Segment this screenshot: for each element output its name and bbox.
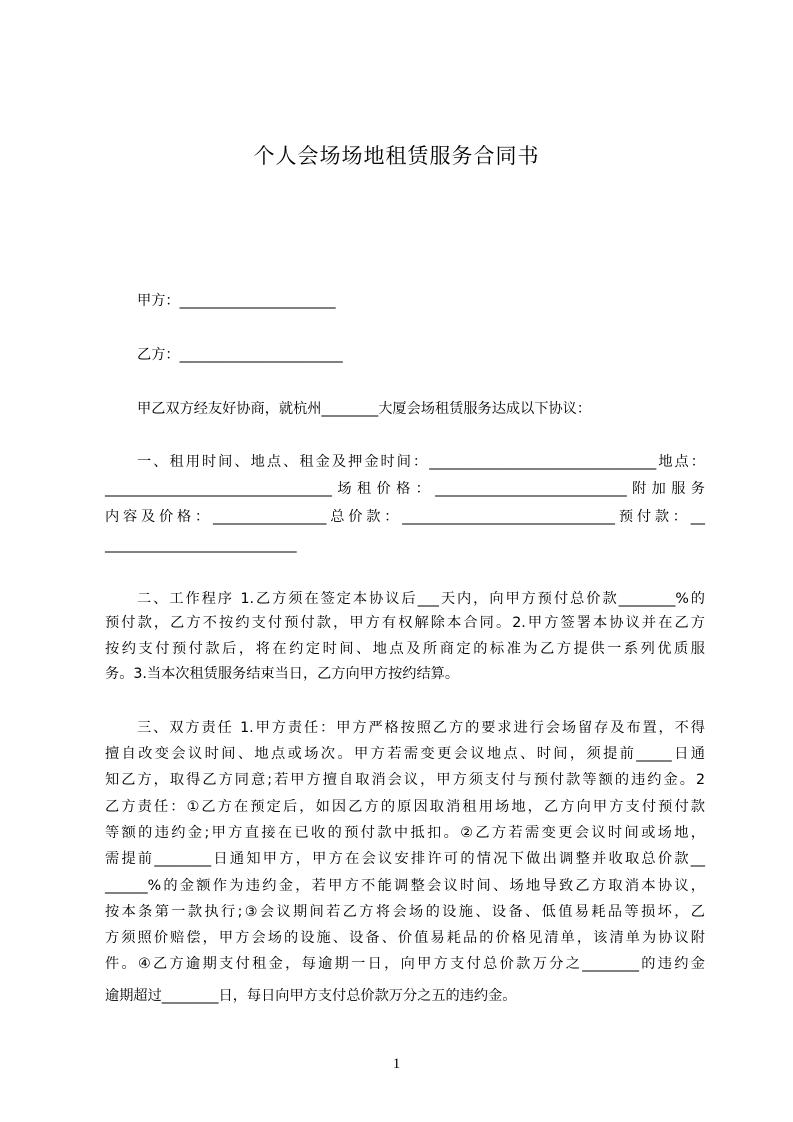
section-1-line: ___________________________ xyxy=(105,537,297,553)
section-3-line: 知乙方，取得乙方同意;若甲方擅自取消会议，甲方须支付与预付款等额的违约金。2 xyxy=(105,772,705,788)
section-3-line: 三、双方责任 1.甲方责任：甲方严格按照乙方的要求进行会场留存及布置，不得 xyxy=(137,720,705,736)
section-1-line: 一、租用时间、地点、租金及押金时间：________________________________地点： xyxy=(137,454,705,470)
party-a-line: 甲方：______________________ xyxy=(137,293,336,309)
section-3-line: ______%的金额作为违约金，若甲方不能调整会议时间、场地导致乙方取消本协议， xyxy=(105,878,705,894)
section-2-line: 二、工作程序 1.乙方须在签定本协议后___天内，向甲方预付总价款________%的 xyxy=(137,591,705,607)
section-1-line: 内容及价格：________________总价款：______________________________预付款：__ xyxy=(105,509,705,525)
section-3-line: 等额的违约金;甲方直接在已收的预付款中抵扣。②乙方若需变更会议时间或场地， xyxy=(105,825,705,841)
section-3-line: 逾期超过________日，每日向甲方支付总价款万分之五的违约金。 xyxy=(105,988,517,1004)
section-2-line: 预付款，乙方不按约支付预付款，甲方有权解除本合同。2.甲方签署本协议并在乙方 xyxy=(105,615,705,631)
party-b-line: 乙方：_______________________ xyxy=(137,347,343,363)
document-title: 个人会场场地租赁服务合同书 xyxy=(253,144,540,168)
section-3-line: 按本条第一款执行;③会议期间若乙方将会场的设施、设备、低值易耗品等损坏，乙 xyxy=(105,904,705,920)
section-2-line: 按约支付预付款后，将在约定时间、地点及所商定的标准为乙方提供一系列优质服 xyxy=(105,641,705,657)
section-3-line: 乙方责任：①乙方在预定后，如因乙方的原因取消租用场地，乙方向甲方支付预付款 xyxy=(105,799,705,815)
section-3-line: 件。④乙方逾期支付租金，每逾期一日，向甲方支付总价款万分之________的违约金 xyxy=(105,956,705,972)
section-2-line: 务。3.当本次租赁服务结束当日，乙方向甲方按约结算。 xyxy=(105,666,460,682)
section-1-line: ________________________________场租价格：___________________________附加服务 xyxy=(105,481,705,497)
section-3-line: 需提前________日通知甲方，甲方在会议安排许可的情况下做出调整并收取总价款__ xyxy=(105,851,705,867)
page-number: 1 xyxy=(392,1056,401,1072)
section-3-line: 方须照价赔偿，甲方会场的设施、设备、价值易耗品的价格见清单，该清单为协议附 xyxy=(105,930,705,946)
section-3-line: 擅自改变会议时间、地点或场次。甲方若需变更会议地点、时间，须提前_____日通 xyxy=(105,746,705,762)
intro-paragraph: 甲乙双方经友好协商，就杭州________大厦会场租赁服务达成以下协议： xyxy=(137,401,592,417)
